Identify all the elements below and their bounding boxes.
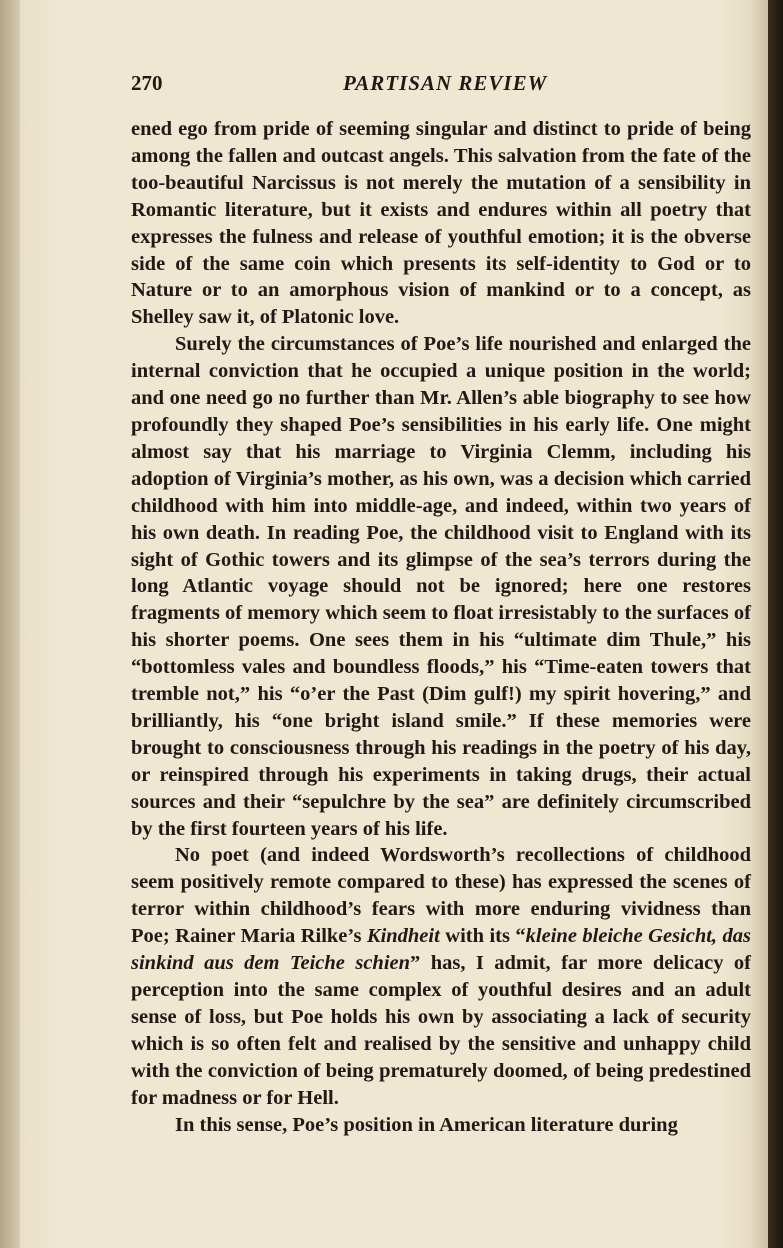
paragraph-1: ened ego from pride of seeming singular and distinct to pride of being among the fallen and outcast angels. This salvation from the fate of the too-beautiful Narcissus is not merely the mutation of a sensibility in Romantic literature, but it exists and endures within all poetry that expresses the fulness and release of youthful emotion; it is the obverse side of the same coin which presents its self-identity to God or to Nature or to an amorphous vision of mankind or to a concept, as Shelley saw it, of Platonic love. [131, 118, 751, 329]
page-gutter [0, 0, 20, 1248]
paragraph-3-text-b: with its “ [439, 925, 526, 948]
paragraph-3-text-c: ” has, I admit, far more delicacy of perception into the same complex of youthful desires and an adult sense of loss, but Poe holds his own by associating a lack of security which is so often felt and realised by the sensitive and unhappy child with the conviction of being prematurely doomed, of being predestined for madness or for Hell. [131, 952, 751, 1109]
book-edge [768, 0, 783, 1248]
rilke-quotation: kleine bleiche Gesicht, das sinkind aus dem Teiche schien [131, 925, 751, 975]
work-title-kindheit: Kindheit [366, 925, 440, 948]
body-text [131, 116, 751, 1138]
paragraph-2: Surely the circumstances of Poe’s life nourished and enlarged the internal conviction that he occupied a unique position in the world; and one need go no further than Mr. Allen’s able biography to see how profoundly they shaped Poe’s sensibilities in his early life. One might almost say that his marriage to Virginia Clemm, including his adoption of Virginia’s mother, as his own, was a decision which carried childhood with him into middle-age, and indeed, within two years of his own death. In reading Poe, the childhood visit to England with its sight of Gothic towers and its glimpse of the sea’s terrors during the long Atlantic voyage should not be ignored; here one restores fragments of memory which seem to float irresistably to the surfaces of his shorter poems. One sees them in his “ultimate dim Thule,” his “bottomless vales and boundless floods,” his “Time-eaten towers that tremble not,” his “o’er the Past (Dim gulf!) my spirit hovering,” and brilliantly, his “one bright island smile.” If these memories were brought to consciousness through his readings in the poetry of his day, or reinspired through his experiments in taking drugs, their actual sources and their “sepulchre by the sea” are definitely circumscribed by the first fourteen years of his life. [131, 333, 751, 840]
running-head [131, 71, 751, 101]
page-number: 270 [131, 71, 163, 95]
paragraph-3 [131, 842, 751, 1111]
paragraph-4: In this sense, Poe’s position in American literature during [175, 1113, 678, 1136]
journal-title: PARTISAN REVIEW [343, 71, 548, 95]
paragraph-3-text-a: No poet (and indeed Wordsworth’s recollections of childhood seem positively remote compared to these) has expressed the scenes of terror within childhood’s fears with more enduring vividness than Poe; Rainer Maria Rilke’s [131, 844, 751, 948]
